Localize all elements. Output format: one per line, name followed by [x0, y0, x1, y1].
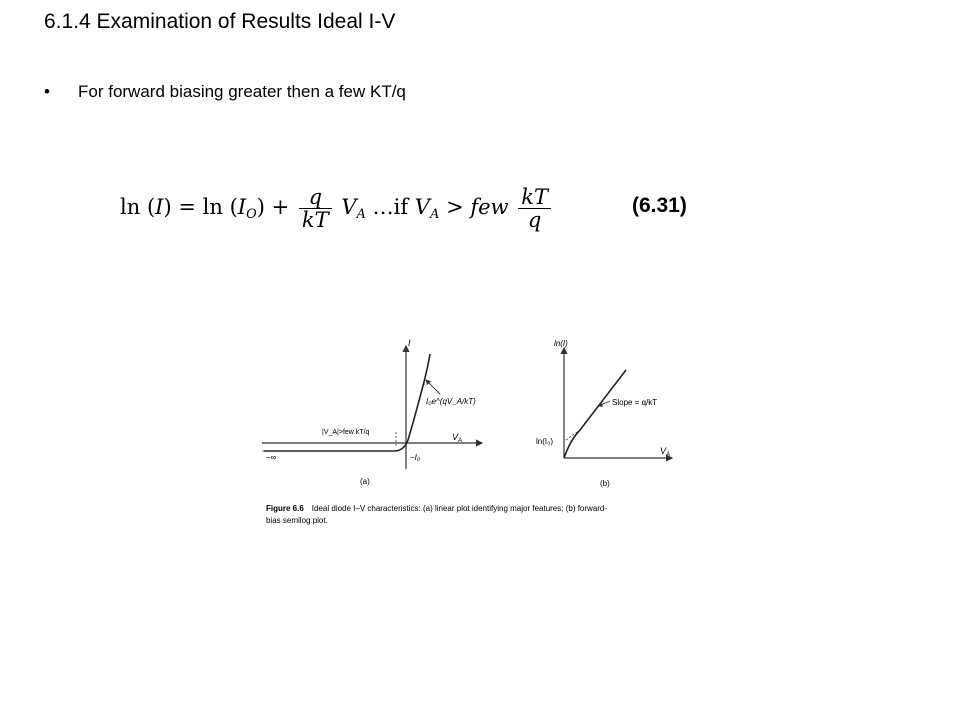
eq-voltage-sub: A [356, 206, 366, 222]
figure-6-6 [262, 324, 682, 534]
panel-a-condition-label: |V_A|>few kT/q [322, 429, 370, 436]
eq-frac2-num: kT [518, 186, 551, 209]
eq-few: few [470, 195, 509, 220]
eq-plus: + [271, 195, 290, 220]
eq-frac1-den: kT [301, 208, 329, 233]
panel-a-curve-pointer [426, 380, 440, 394]
bullet-item [44, 82, 406, 102]
panel-b-slope-label: Slope = q/kT [612, 398, 658, 407]
panel-b-intercept-label: ln(I₀) [536, 437, 554, 446]
eq-voltage-2: V [414, 195, 430, 220]
eq-fraction-q-over-kt [299, 186, 332, 231]
figure-caption-line-2: bias semilog plot. [266, 516, 328, 525]
eq-paren-close-1: ) [163, 195, 172, 220]
eq-saturation-current: I [237, 195, 247, 220]
panel-b-panel-label: (b) [600, 479, 610, 488]
eq-ln-2: ln [202, 195, 223, 220]
bullet-text: For forward biasing greater then a few KT/q [78, 82, 406, 101]
eq-current: I [155, 195, 164, 220]
eq-ln-1: ln [120, 195, 141, 220]
eq-frac2-den: q [527, 208, 542, 233]
eq-paren-open-2: ( [229, 195, 238, 220]
figure-svg [262, 324, 682, 534]
slide-title: 6.1.4 Examination of Results Ideal I-V [44, 10, 396, 33]
panel-a-neg-i0: −I₀ [410, 453, 421, 462]
panel-b-y-label: ln(I) [554, 339, 568, 348]
panel-b-curve [564, 370, 626, 458]
equation [120, 186, 554, 231]
eq-voltage: V [341, 195, 357, 220]
panel-a-neg-infinity: −∞ [266, 453, 277, 462]
panel-a-x-label: $V_A$ [452, 432, 463, 444]
eq-frac1-num: q [299, 186, 332, 209]
eq-paren-close-2: ) [256, 195, 265, 220]
panel-a-curve [264, 354, 430, 451]
eq-voltage-sub-2: A [429, 206, 440, 222]
eq-paren-open-1: ( [146, 195, 156, 220]
figure-caption-line-1: Figure 6.6 Ideal diode I–V characteristics: (a) linear plot identifying major features; (b) forward- [266, 504, 608, 513]
eq-if: …if [372, 195, 409, 220]
equation-number: (6.31) [632, 194, 687, 217]
panel-a-curve-label: I₀e^(qV_A/kT) [426, 397, 476, 406]
eq-gt: > [446, 195, 464, 220]
panel-b-x-label: $V_A$ [660, 446, 671, 458]
panel-b [536, 339, 672, 488]
panel-a [262, 338, 482, 486]
panel-a-y-label: I [408, 338, 411, 348]
eq-equals: = [178, 195, 196, 220]
eq-saturation-sub: O [246, 206, 257, 222]
bullet-marker: • [44, 82, 50, 101]
eq-fraction-kt-over-q [518, 186, 551, 231]
panel-a-panel-label: (a) [360, 477, 370, 486]
